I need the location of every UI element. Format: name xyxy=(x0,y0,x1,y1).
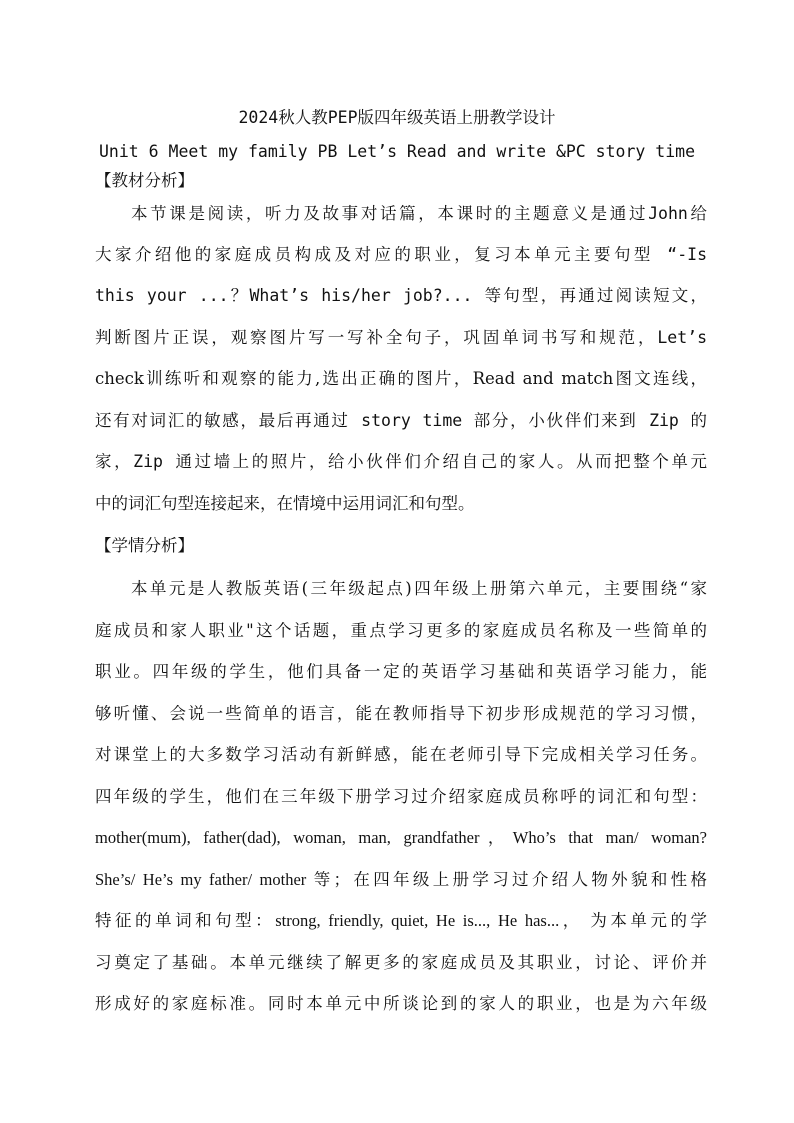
paragraph-line: 本节课是阅读，听力及故事对话篇，本课时的主题意义是通过John给 xyxy=(131,204,707,223)
paragraph-line: 还有对词汇的敏感，最后再通过 story time 部分，小伙伴们来到 Zip 的 xyxy=(95,411,707,430)
paragraph-line: mother(mum), father(dad), woman, man, grandfather，Who’s that man/ woman? xyxy=(95,828,707,847)
paragraph-line: 中的词汇句型连接起来，在情境中运用词汇和句型。 xyxy=(95,494,475,513)
paragraph-line: 四年级的学生，他们在三年级下册学习过介绍家庭成员称呼的词汇和句型： xyxy=(95,787,707,806)
section-heading-textbook-analysis: 【教材分析】 xyxy=(95,171,194,190)
paragraph-line: 庭成员和家人职业"这个话题，重点学习更多的家庭成员名称及一些简单的 xyxy=(95,621,707,640)
paragraph-line: 够听懂、会说一些简单的语言，能在教师指导下初步形成规范的学习习惯， xyxy=(95,704,707,723)
paragraph-line: 职业。四年级的学生，他们具备一定的英语学习基础和英语学习能力，能 xyxy=(95,662,707,681)
paragraph-line: 本单元是人教版英语(三年级起点)四年级上册第六单元，主要围绕“家 xyxy=(131,579,707,598)
paragraph-line: 对课堂上的大多数学习活动有新鲜感，能在老师引导下完成相关学习任务。 xyxy=(95,745,707,764)
paragraph-line: this your ...？What’s his/her job?... 等句型，再通过阅读短文， xyxy=(95,286,707,305)
document-subtitle: Unit 6 Meet my family PB Let’s Read and write &PC story time xyxy=(98,142,696,161)
paragraph-line: 判断图片正误，观察图片写一写补全句子，巩固单词书写和规范，Let’s xyxy=(95,328,707,347)
paragraph-line: 大家介绍他的家庭成员构成及对应的职业，复习本单元主要句型 “-Is xyxy=(95,245,707,264)
paragraph-line: 家，Zip 通过墙上的照片，给小伙伴们介绍自己的家人。从而把整个单元 xyxy=(95,452,707,471)
paragraph-line: 形成好的家庭标准。同时本单元中所谈论到的家人的职业，也是为六年级 xyxy=(95,994,707,1013)
section-heading-learner-analysis: 【学情分析】 xyxy=(95,536,194,555)
paragraph-line: She’s/ He’s my father/ mother 等；在四年级上册学习过介绍人物外貌和性格 xyxy=(95,870,707,889)
paragraph-line: 习奠定了基础。本单元继续了解更多的家庭成员及其职业，讨论、评价并 xyxy=(95,953,707,972)
document-title: 2024秋人教PEP版四年级英语上册教学设计 xyxy=(238,108,556,127)
paragraph-line: check训练听和观察的能力,选出正确的图片，Read and match图文连线， xyxy=(95,369,707,388)
paragraph-line: 特征的单词和句型：strong, friendly, quiet, He is..., He has...， 为本单元的学 xyxy=(95,911,707,930)
